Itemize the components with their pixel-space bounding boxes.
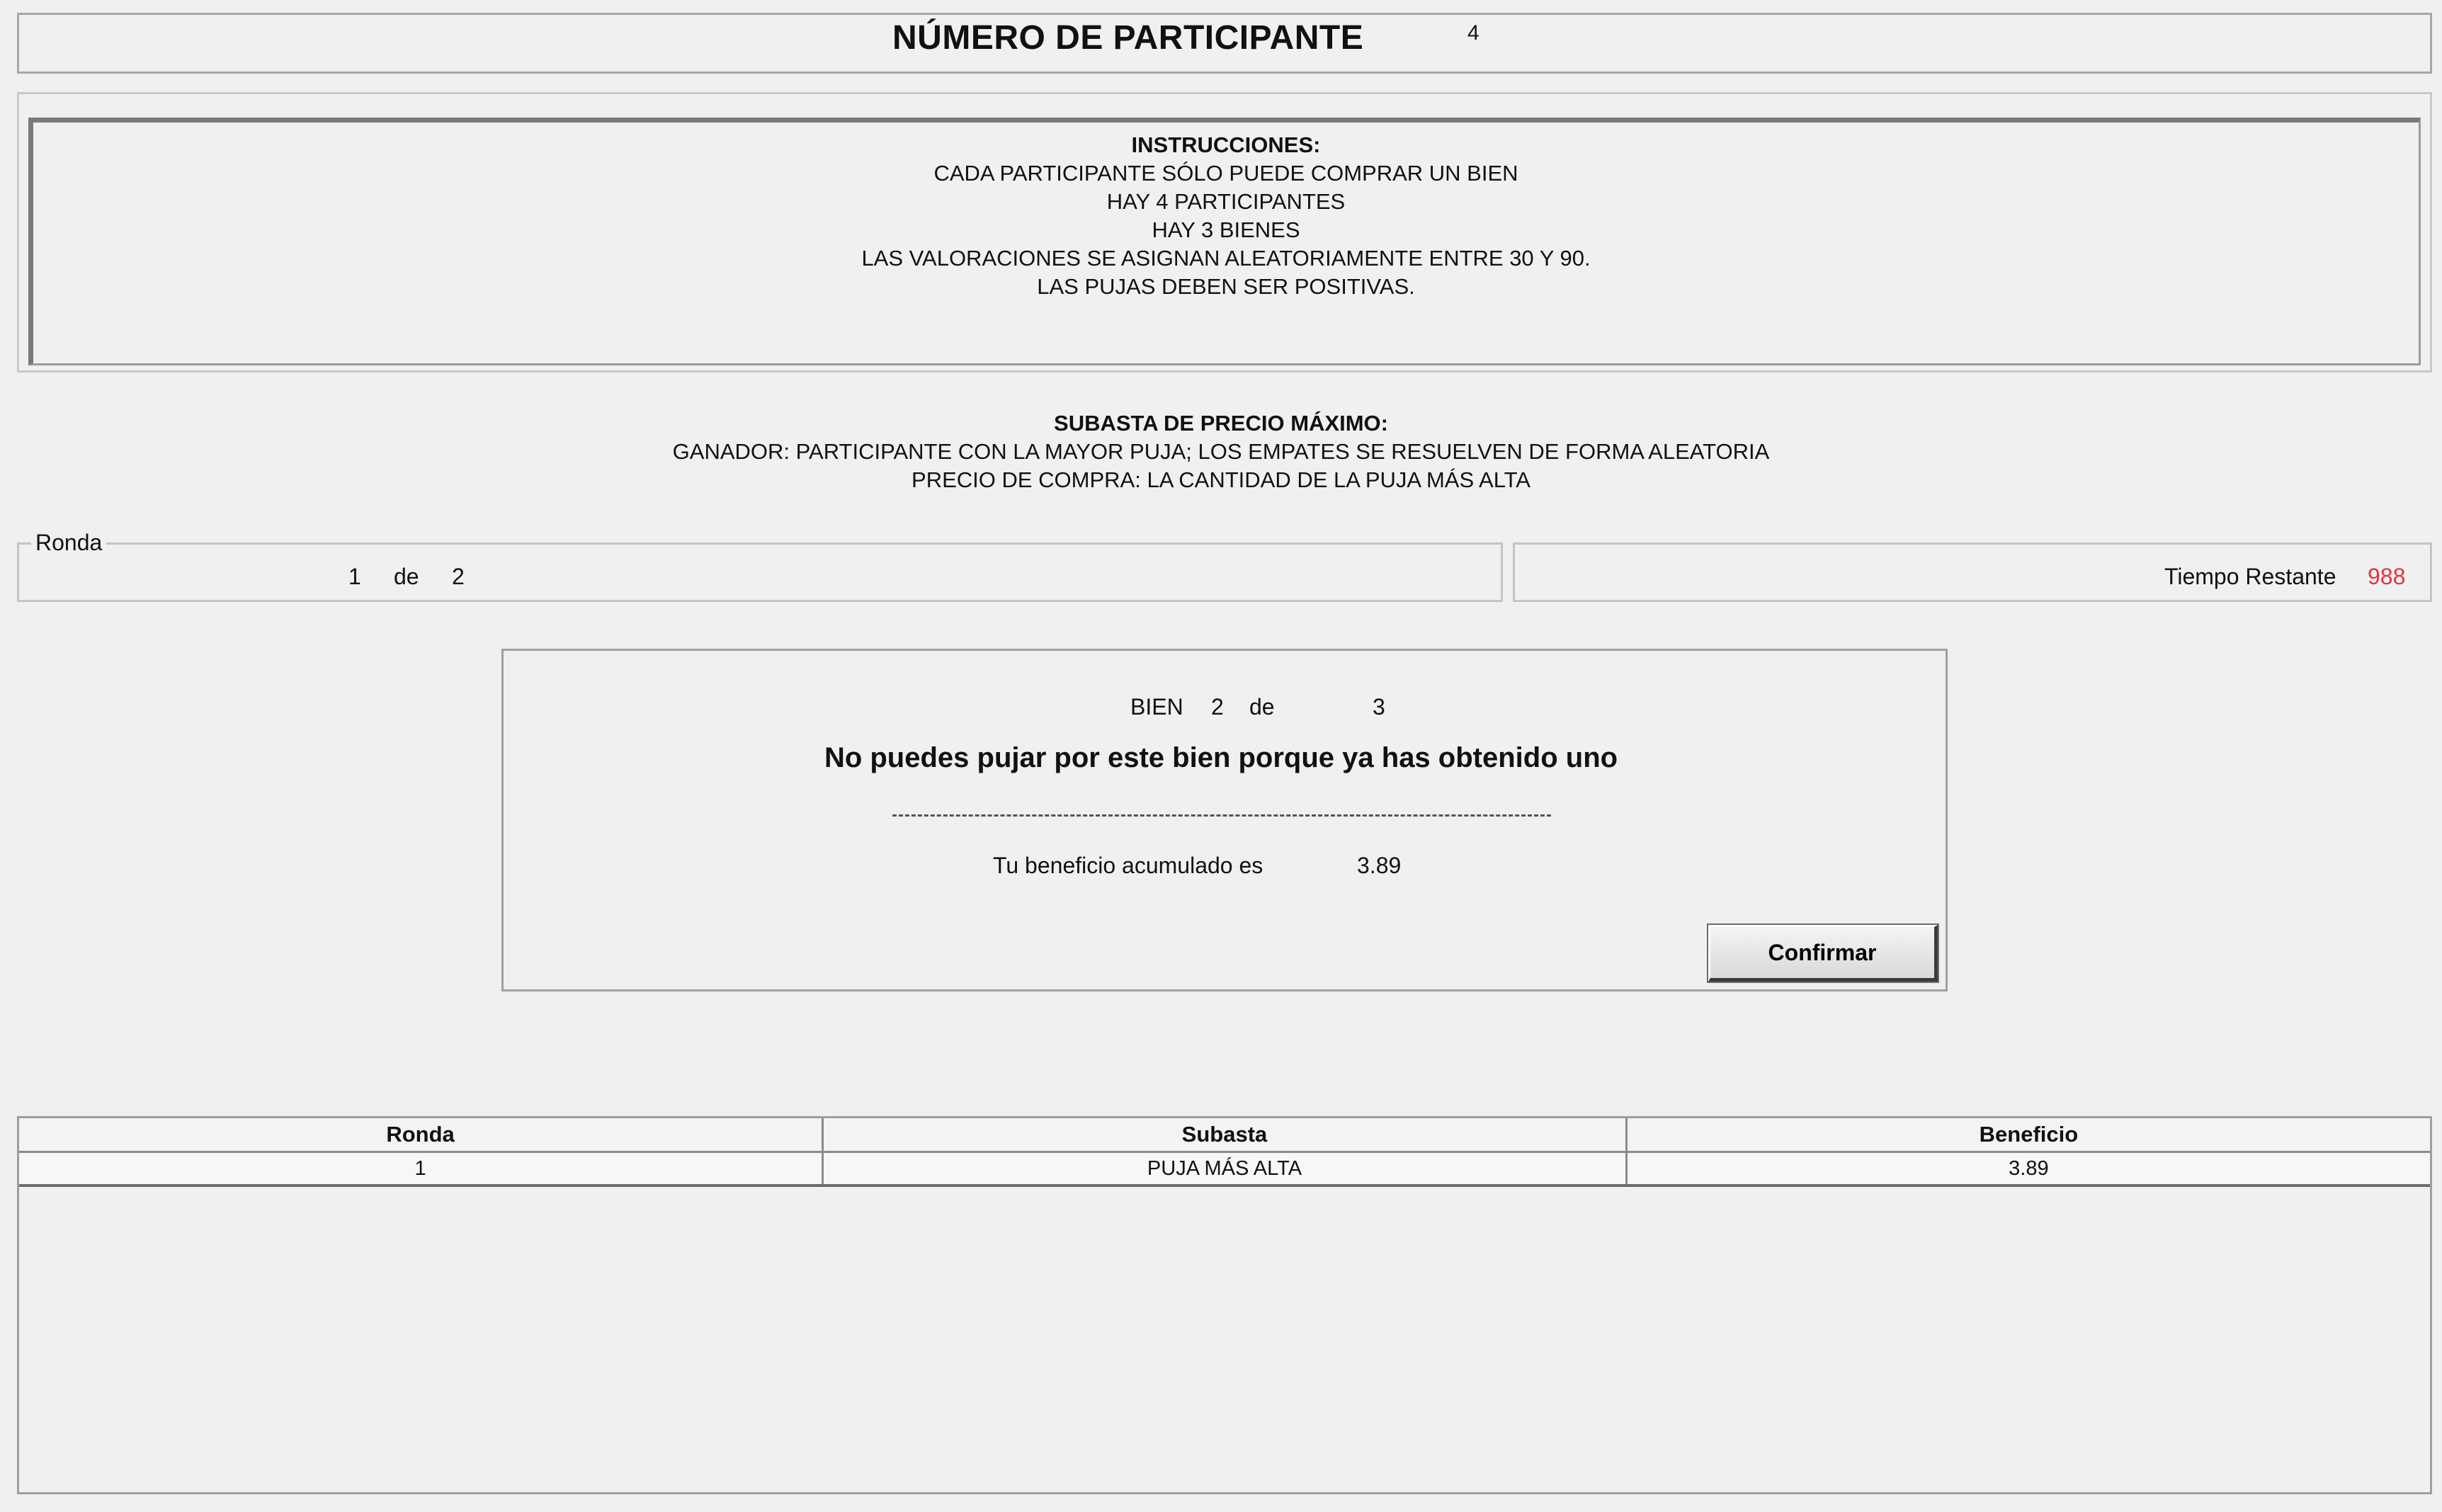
round-total: 2 xyxy=(452,564,465,589)
round-of-label: de xyxy=(394,564,419,589)
auction-title: SUBASTA DE PRECIO MÁXIMO: xyxy=(1054,411,1388,436)
good-total: 3 xyxy=(1373,694,1385,720)
bid-status-message: No puedes pujar por este bien porque ya has obtenido uno xyxy=(824,742,1618,773)
table-row[interactable] xyxy=(19,1152,2430,1186)
auction-price-rule: PRECIO DE COMPRA: LA CANTIDAD DE LA PUJA MÁS ALTA xyxy=(912,467,1530,492)
good-current: 2 xyxy=(1211,694,1224,720)
instructions-title: INSTRUCCIONES: xyxy=(1131,132,1321,157)
confirm-button[interactable]: Confirmar xyxy=(1708,925,1938,982)
table-cell-beneficio: 3.89 xyxy=(1626,1152,2430,1186)
auction-winner-rule: GANADOR: PARTICIPANTE CON LA MAYOR PUJA; LOS EMPATES SE RESUELVEN DE FORMA ALEATORIA xyxy=(672,439,1770,464)
table-header-row xyxy=(19,1118,2430,1152)
column-header-subasta[interactable]: Subasta xyxy=(823,1118,1627,1152)
instruction-line: CADA PARTICIPANTE SÓLO PUEDE COMPRAR UN BIEN xyxy=(933,161,1518,186)
benefit-label: Tu beneficio acumulado es xyxy=(993,853,1263,878)
round-current: 1 xyxy=(348,564,361,589)
benefit-value: 3.89 xyxy=(1357,853,1402,878)
instructions-box xyxy=(28,118,2421,365)
column-header-ronda[interactable]: Ronda xyxy=(19,1118,823,1152)
good-of-label: de xyxy=(1249,694,1275,720)
divider xyxy=(892,814,1551,817)
instruction-line: HAY 4 PARTICIPANTES xyxy=(1106,189,1346,214)
auction-description xyxy=(0,409,2442,494)
results-table-panel xyxy=(17,1116,2432,1494)
table-cell-subasta: PUJA MÁS ALTA xyxy=(823,1152,1627,1186)
participant-number: 4 xyxy=(1467,21,1480,45)
results-table xyxy=(19,1118,2430,1187)
round-panel xyxy=(17,542,1503,602)
column-header-beneficio[interactable]: Beneficio xyxy=(1626,1118,2430,1152)
participant-title: NÚMERO DE PARTICIPANTE xyxy=(892,19,1364,57)
instruction-line: LAS VALORACIONES SE ASIGNAN ALEATORIAMENTE ENTRE 30 Y 90. xyxy=(861,246,1591,271)
instruction-line: LAS PUJAS DEBEN SER POSITIVAS. xyxy=(1037,274,1415,299)
table-cell-ronda: 1 xyxy=(19,1152,823,1186)
timer-value: 988 xyxy=(2368,564,2406,589)
instruction-line: HAY 3 BIENES xyxy=(1152,217,1300,242)
round-legend: Ronda xyxy=(31,530,106,556)
good-label: BIEN xyxy=(1130,694,1183,720)
timer-label: Tiempo Restante xyxy=(2164,564,2336,589)
